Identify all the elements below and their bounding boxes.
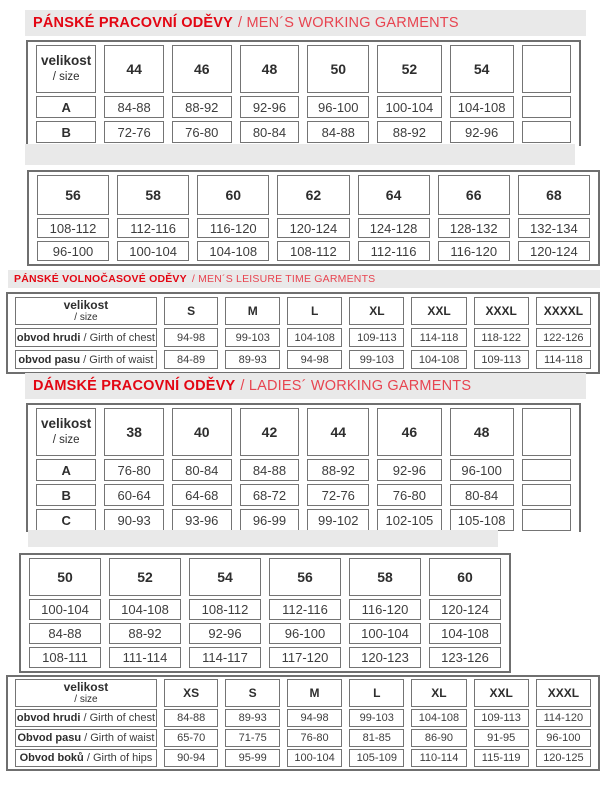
size-value-cell: 84-89 [164, 350, 218, 369]
section-divider-bar [25, 144, 575, 165]
size-value-cell: 112-116 [269, 599, 341, 620]
mens-leisure-size-table [6, 292, 600, 374]
size-column-header: 60 [197, 175, 269, 215]
size-column-header: 48 [450, 408, 514, 456]
size-column-header: S [164, 297, 218, 325]
size-value-cell: 105-109 [349, 749, 404, 767]
size-value-cell: 116-120 [197, 218, 269, 238]
size-value-cell: 104-108 [109, 599, 181, 620]
section-divider-bar [28, 530, 498, 547]
size-column-header: 50 [29, 558, 101, 596]
size-value-cell: 92-96 [377, 459, 441, 481]
row-label: B [36, 121, 96, 143]
row-label-english: / Girth of waist [81, 732, 155, 745]
velikost-label: velikost [63, 680, 109, 694]
size-column-header: 48 [240, 45, 300, 93]
size-value-cell: 94-98 [287, 709, 342, 727]
size-value-cell: 99-103 [349, 709, 404, 727]
size-value-cell: 94-98 [287, 350, 342, 369]
size-label: / size [74, 694, 98, 706]
size-value-cell: 108-112 [277, 241, 349, 261]
header-row [36, 45, 571, 93]
size-value-cell: 89-93 [225, 709, 280, 727]
clipped-value-cell [522, 509, 571, 531]
size-value-cell: 105-108 [450, 509, 514, 531]
size-label: / size [74, 312, 98, 324]
size-column-header: S [225, 679, 280, 707]
table-row [36, 459, 571, 481]
size-value-cell: 109-113 [474, 709, 529, 727]
row-label-czech: Obvod pasu [17, 732, 82, 745]
clipped-value-cell [522, 484, 571, 506]
ladies-working-size-table-1 [26, 403, 581, 532]
row-label-czech: obvod hrudi [16, 331, 81, 344]
size-value-cell: 100-104 [349, 623, 421, 644]
size-label: / size [52, 71, 80, 84]
size-column-header: XL [349, 297, 404, 325]
size-value-cell: 92-96 [240, 96, 300, 118]
size-value-cell: 88-92 [109, 623, 181, 644]
size-value-cell: 94-98 [164, 328, 218, 347]
row-label: C [36, 509, 96, 531]
size-value-cell: 80-84 [450, 484, 514, 506]
table-row [15, 729, 591, 747]
size-value-cell: 90-94 [164, 749, 219, 767]
table-row [37, 218, 590, 238]
table-row [36, 121, 571, 143]
size-value-cell: 122-126 [536, 328, 591, 347]
size-value-cell: 104-108 [429, 623, 501, 644]
clipped-column-header [522, 408, 571, 456]
size-value-cell: 60-64 [104, 484, 164, 506]
size-value-cell: 84-88 [164, 709, 219, 727]
size-value-cell: 120-124 [429, 599, 501, 620]
size-column-header: 44 [104, 45, 164, 93]
size-value-cell: 76-80 [104, 459, 164, 481]
row-label-english: / Girth of waist [80, 353, 154, 366]
section-title-ladies-working [25, 373, 586, 399]
size-value-cell: 104-108 [287, 328, 342, 347]
size-column-header: 58 [117, 175, 189, 215]
table-row [36, 484, 571, 506]
size-value-cell: 100-104 [117, 241, 189, 261]
size-value-cell: 88-92 [307, 459, 369, 481]
size-value-cell: 120-125 [536, 749, 591, 767]
clipped-value-cell [522, 96, 571, 118]
header-row [36, 408, 571, 456]
size-value-cell: 84-88 [240, 459, 300, 481]
size-column-header: 68 [518, 175, 590, 215]
size-value-cell: 108-112 [189, 599, 261, 620]
row-label: A [36, 459, 96, 481]
velikost-size-header [36, 45, 96, 93]
row-label-english: / Girth of chest [80, 712, 156, 725]
size-value-cell: 96-100 [450, 459, 514, 481]
size-value-cell: 112-116 [358, 241, 430, 261]
size-value-cell: 88-92 [172, 96, 232, 118]
velikost-size-header [15, 297, 157, 325]
size-value-cell: 115-119 [474, 749, 529, 767]
size-value-cell: 102-105 [377, 509, 441, 531]
clipped-value-cell [522, 459, 571, 481]
size-value-cell: 124-128 [358, 218, 430, 238]
size-value-cell: 116-120 [438, 241, 510, 261]
size-value-cell: 114-117 [189, 647, 261, 668]
table-row [15, 328, 591, 347]
size-value-cell: 116-120 [349, 599, 421, 620]
size-value-cell: 99-103 [225, 328, 280, 347]
ladies-measurements-size-table [6, 675, 600, 771]
table-row [15, 350, 591, 369]
size-column-header: XXXXL [536, 297, 591, 325]
clipped-value-cell [522, 121, 571, 143]
table-row [36, 96, 571, 118]
size-value-cell: 110-114 [411, 749, 466, 767]
size-value-cell: 92-96 [189, 623, 261, 644]
size-value-cell: 84-88 [104, 96, 164, 118]
size-column-header: 42 [240, 408, 300, 456]
size-value-cell: 99-103 [349, 350, 404, 369]
row-label-czech: obvod pasu [18, 353, 81, 366]
size-column-header: XXXL [474, 297, 529, 325]
size-column-header: 50 [307, 45, 369, 93]
title-english: / MEN´S WORKING GARMENTS [238, 15, 459, 31]
size-value-cell: 84-88 [29, 623, 101, 644]
size-column-header: 56 [269, 558, 341, 596]
table-row [29, 599, 501, 620]
size-value-cell: 91-95 [474, 729, 529, 747]
size-value-cell: 96-100 [536, 729, 591, 747]
clipped-column-header [522, 45, 571, 93]
size-value-cell: 90-93 [104, 509, 164, 531]
row-label-czech: obvod hrudi [16, 712, 81, 725]
size-value-cell: 108-112 [37, 218, 109, 238]
size-value-cell: 96-100 [269, 623, 341, 644]
size-column-header: M [287, 679, 342, 707]
size-value-cell: 81-85 [349, 729, 404, 747]
mens-working-size-table-1 [26, 40, 581, 146]
row-label [15, 729, 157, 747]
size-value-cell: 96-100 [37, 241, 109, 261]
header-row [29, 558, 501, 596]
velikost-size-header [36, 408, 96, 456]
size-value-cell: 120-124 [277, 218, 349, 238]
size-column-header: 60 [429, 558, 501, 596]
size-value-cell: 117-120 [269, 647, 341, 668]
size-value-cell: 96-100 [307, 96, 369, 118]
size-value-cell: 65-70 [164, 729, 219, 747]
title-english: / LADIES´ WORKING GARMENTS [240, 378, 472, 394]
size-column-header: 38 [104, 408, 164, 456]
size-value-cell: 112-116 [117, 218, 189, 238]
size-value-cell: 92-96 [450, 121, 514, 143]
size-column-header: L [349, 679, 404, 707]
size-value-cell: 71-75 [225, 729, 280, 747]
size-value-cell: 128-132 [438, 218, 510, 238]
size-value-cell: 84-88 [307, 121, 369, 143]
size-column-header: 44 [307, 408, 369, 456]
size-value-cell: 118-122 [474, 328, 529, 347]
mens-working-table-wrap-1 [26, 40, 581, 146]
size-column-header: 66 [438, 175, 510, 215]
size-value-cell: 104-108 [450, 96, 514, 118]
size-value-cell: 100-104 [29, 599, 101, 620]
size-value-cell: 80-84 [240, 121, 300, 143]
velikost-label: velikost [41, 53, 92, 69]
row-label [15, 350, 157, 369]
size-value-cell: 88-92 [377, 121, 441, 143]
size-column-header: 56 [37, 175, 109, 215]
size-column-header: 58 [349, 558, 421, 596]
size-value-cell: 86-90 [411, 729, 466, 747]
title-czech: DÁMSKÉ PRACOVNÍ ODĚVY [33, 378, 236, 394]
size-value-cell: 72-76 [307, 484, 369, 506]
size-value-cell: 100-104 [287, 749, 342, 767]
ladies-working-size-table-2 [19, 553, 511, 673]
velikost-size-header [15, 679, 157, 707]
section-title-mens-working [25, 10, 586, 36]
table-row [29, 623, 501, 644]
size-value-cell: 76-80 [287, 729, 342, 747]
row-label-english: / Girth of chest [80, 331, 155, 344]
row-label-czech: Obvod boků [19, 752, 84, 765]
header-row [15, 297, 591, 325]
title-czech: PÁNSKÉ VOLNOČASOVÉ ODĚVY [14, 273, 187, 285]
size-column-header: XL [411, 679, 466, 707]
size-value-cell: 64-68 [172, 484, 232, 506]
header-row [37, 175, 590, 215]
size-column-header: 62 [277, 175, 349, 215]
size-value-cell: 76-80 [172, 121, 232, 143]
header-row [15, 679, 591, 707]
size-column-header: 46 [377, 408, 441, 456]
size-value-cell: 132-134 [518, 218, 590, 238]
size-value-cell: 95-99 [225, 749, 280, 767]
table-row [15, 749, 591, 767]
size-value-cell: 104-108 [197, 241, 269, 261]
title-english: / MEN´S LEISURE TIME GARMENTS [191, 273, 376, 285]
section-title-mens-leisure [8, 270, 600, 288]
ladies-working-table-wrap-1 [26, 403, 581, 532]
size-column-header: XXL [411, 297, 466, 325]
size-value-cell: 99-102 [307, 509, 369, 531]
velikost-label: velikost [41, 416, 92, 432]
size-column-header: 64 [358, 175, 430, 215]
size-value-cell: 123-126 [429, 647, 501, 668]
size-column-header: 54 [189, 558, 261, 596]
size-value-cell: 114-120 [536, 709, 591, 727]
size-value-cell: 89-93 [225, 350, 280, 369]
size-label: / size [52, 434, 80, 447]
table-row [29, 647, 501, 668]
size-value-cell: 100-104 [377, 96, 441, 118]
size-column-header: 46 [172, 45, 232, 93]
size-column-header: M [225, 297, 280, 325]
size-column-header: 54 [450, 45, 514, 93]
size-value-cell: 114-118 [411, 328, 466, 347]
title-czech: PÁNSKÉ PRACOVNÍ ODĚVY [33, 15, 233, 31]
table-row [37, 241, 590, 261]
size-value-cell: 93-96 [172, 509, 232, 531]
size-value-cell: 114-118 [536, 350, 591, 369]
size-value-cell: 104-108 [411, 350, 466, 369]
row-label [15, 749, 157, 767]
size-column-header: L [287, 297, 342, 325]
size-value-cell: 68-72 [240, 484, 300, 506]
table-row [36, 509, 571, 531]
row-label: B [36, 484, 96, 506]
size-value-cell: 120-124 [518, 241, 590, 261]
size-column-header: XXL [474, 679, 529, 707]
size-column-header: 52 [109, 558, 181, 596]
row-label [15, 709, 157, 727]
size-value-cell: 104-108 [411, 709, 466, 727]
mens-working-size-table-2 [27, 170, 600, 266]
size-column-header: XS [164, 679, 219, 707]
table-row [15, 709, 591, 727]
row-label-english: / Girth of hips [83, 752, 153, 765]
size-value-cell: 120-123 [349, 647, 421, 668]
size-value-cell: 109-113 [474, 350, 529, 369]
velikost-label: velikost [63, 298, 109, 312]
size-value-cell: 72-76 [104, 121, 164, 143]
size-value-cell: 96-99 [240, 509, 300, 531]
row-label [15, 328, 157, 347]
size-value-cell: 76-80 [377, 484, 441, 506]
size-value-cell: 109-113 [349, 328, 404, 347]
size-column-header: 40 [172, 408, 232, 456]
row-label: A [36, 96, 96, 118]
size-column-header: XXXL [536, 679, 591, 707]
size-value-cell: 111-114 [109, 647, 181, 668]
size-value-cell: 80-84 [172, 459, 232, 481]
size-value-cell: 108-111 [29, 647, 101, 668]
size-column-header: 52 [377, 45, 441, 93]
